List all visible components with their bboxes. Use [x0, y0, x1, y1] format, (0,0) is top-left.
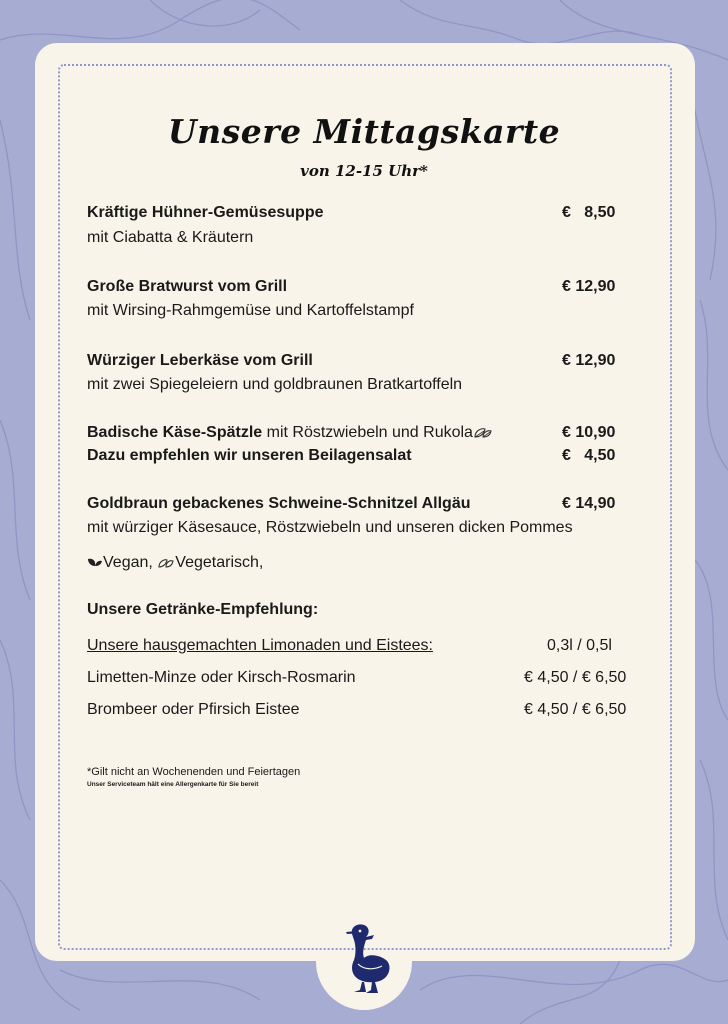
- dish-description: mit zwei Spiegeleiern und goldbraunen Bratkartoffeln: [87, 376, 463, 393]
- drinks-heading: Unsere Getränke-Empfehlung:: [87, 601, 319, 618]
- drinks-sizes: 0,3l / 0,5l: [547, 637, 612, 654]
- dish-price: € 10,90: [562, 424, 616, 441]
- vegetarian-label: Vegetarisch,: [175, 554, 264, 571]
- vegan-label: Vegan,: [103, 554, 153, 571]
- dish-price: € 12,90: [562, 352, 616, 369]
- drink-price: € 4,50 / € 6,50: [524, 701, 627, 718]
- dish-description: mit Wirsing-Rahmgemüse und Kartoffelstampf: [87, 302, 414, 319]
- dish-description: mit würziger Käsesauce, Röstzwiebeln und unseren dicken Pommes: [87, 519, 573, 536]
- dish-price: € 12,90: [562, 278, 616, 295]
- dish-name: Badische Käse-Spätzle: [87, 424, 263, 441]
- allergen-note: Unser Serviceteam hält eine Allergenkarte für Sie bereit: [87, 781, 259, 788]
- dish-name: Große Bratwurst vom Grill: [87, 278, 288, 295]
- dish-name-suffix: mit Röstzwiebeln und Rukola: [262, 424, 473, 441]
- vegetarian-leaf-icon: [157, 557, 175, 569]
- dish-line: [87, 423, 493, 443]
- dish-name: Kräftige Hühner-Gemüsesuppe: [87, 204, 324, 221]
- footer-note: *Gilt nicht an Wochenenden und Feiertagen: [87, 766, 301, 778]
- dish-name: Goldbraun gebackenes Schweine-Schnitzel Allgäu: [87, 495, 471, 512]
- menu-title: Unsere Mittagskarte: [167, 112, 561, 151]
- dish-description: mit Ciabatta & Kräutern: [87, 229, 254, 246]
- dish-name: Dazu empfehlen wir unseren Beilagensalat: [87, 447, 412, 464]
- duck-logo: [338, 920, 394, 996]
- drink-item: Brombeer oder Pfirsich Eistee: [87, 701, 300, 718]
- drink-price: € 4,50 / € 6,50: [524, 669, 627, 686]
- drinks-subheading: Unsere hausgemachten Limonaden und Eistees:: [87, 637, 433, 654]
- vegan-leaf-icon: [87, 557, 103, 569]
- menu-subtitle: von 12-15 Uhr*: [300, 162, 428, 180]
- dish-price: € 8,50: [562, 204, 616, 221]
- dish-price: € 14,90: [562, 495, 616, 512]
- diet-legend: [87, 553, 263, 573]
- drink-item: Limetten-Minze oder Kirsch-Rosmarin: [87, 669, 356, 686]
- dish-price: € 4,50: [562, 447, 616, 464]
- dish-name: Würziger Leberkäse vom Grill: [87, 352, 313, 369]
- vegetarian-leaf-icon: [473, 426, 493, 440]
